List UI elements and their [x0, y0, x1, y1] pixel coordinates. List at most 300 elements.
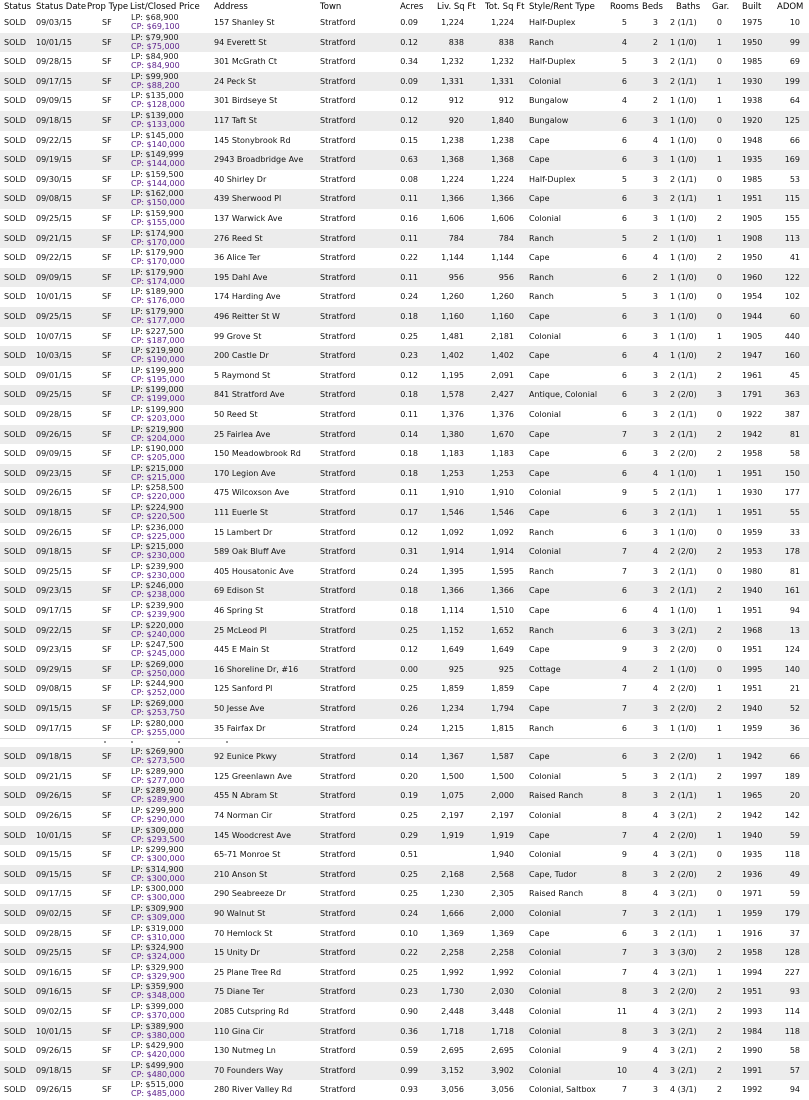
table-row [0, 307, 809, 327]
tot-sqft-cell: 1,546 [491, 508, 514, 517]
town-cell: Stratford [320, 771, 356, 781]
built-cell: 1916 [742, 928, 763, 938]
prop-type-cell: SF [102, 547, 112, 557]
baths-cell: 2 (1/1) [670, 174, 697, 184]
status-date-cell: 09/26/15 [36, 1085, 72, 1095]
status-date-cell: 09/02/15 [36, 909, 72, 918]
status-date-cell: 09/26/15 [36, 429, 72, 439]
garage-cell: 1 [716, 194, 722, 204]
beds-cell: 4 [652, 135, 658, 145]
list-price: LP: $199,900 [131, 365, 184, 375]
beds-cell: 4 [652, 850, 658, 860]
style-cell: Cape [529, 351, 550, 361]
status-date-cell: 09/29/15 [36, 664, 72, 674]
table-row [0, 385, 809, 405]
baths-cell: 2 (2/0) [670, 752, 697, 762]
table-row [0, 189, 809, 209]
built-cell: 1965 [742, 791, 763, 801]
prop-type-cell: SF [102, 57, 112, 67]
closed-price: CP: $273,500 [131, 756, 185, 766]
list-price: LP: $139,000 [131, 111, 184, 120]
status-cell: SOLD [4, 948, 26, 958]
prop-type-cell: SF [102, 850, 112, 860]
adom-cell: 199 [784, 76, 800, 86]
address-cell: 70 Hemlock St [214, 928, 273, 938]
prop-type-cell: SF [102, 645, 112, 655]
tot-sqft-cell: 1,652 [491, 625, 514, 635]
style-cell: Raised Ranch [529, 889, 584, 899]
style-cell: Colonial [529, 1026, 562, 1036]
address-cell: 25 Fairlea Ave [214, 429, 271, 439]
garage-cell: 1 [716, 928, 722, 938]
garage-cell: 3 [716, 390, 722, 400]
rooms-cell: 11 [616, 1007, 627, 1016]
built-cell: 1920 [742, 116, 763, 125]
status-date-cell: 09/22/15 [36, 625, 72, 635]
liv-sqft-cell: 1,092 [441, 527, 464, 537]
style-cell: Cape [529, 928, 550, 938]
address-cell: 25 McLeod Pl [214, 625, 267, 635]
baths-cell: 2 (1/1) [670, 410, 697, 419]
list-price: LP: $359,900 [131, 982, 184, 992]
status-cell: SOLD [4, 331, 26, 341]
acres-cell: 0.24 [400, 566, 418, 576]
beds-cell: 4 [652, 830, 658, 840]
table-row [0, 1080, 809, 1100]
beds-cell: 3 [652, 370, 658, 380]
status-cell: SOLD [4, 1085, 26, 1095]
address-cell: 150 Meadowbrook Rd [214, 449, 301, 459]
table-row [0, 405, 809, 425]
address-cell: 137 Warwick Ave [214, 214, 283, 223]
list-price: LP: $219,900 [131, 346, 184, 356]
closed-price: CP: $133,000 [131, 120, 185, 129]
list-price: LP: $246,000 [131, 581, 184, 591]
town-cell: Stratford [320, 645, 356, 655]
status-date-cell: 09/09/15 [36, 272, 72, 282]
tot-sqft-cell: 2,030 [491, 987, 514, 997]
adom-cell: 155 [784, 214, 800, 223]
built-cell: 1951 [742, 684, 763, 694]
adom-cell: 115 [784, 194, 800, 204]
status-date-cell: 09/15/15 [36, 869, 72, 879]
liv-sqft-cell: 1,649 [441, 645, 464, 655]
prop-type-cell: SF [102, 135, 112, 145]
baths-cell: 3 (3/0) [670, 948, 697, 958]
garage-cell: 1 [716, 606, 722, 615]
style-cell: Colonial [529, 488, 562, 498]
acres-cell: 0.11 [400, 194, 418, 204]
address-cell: 200 Castle Dr [214, 351, 269, 361]
style-cell: Colonial [529, 410, 562, 419]
closed-price: CP: $329,900 [131, 971, 185, 981]
acres-cell: 0.12 [400, 645, 418, 655]
status-date-cell: 09/01/15 [36, 370, 72, 380]
baths-cell: 1 (1/0) [670, 468, 697, 478]
closed-price: CP: $230,000 [131, 570, 185, 580]
town-cell: Stratford [320, 948, 356, 958]
style-cell: Colonial [529, 547, 562, 557]
status-date-cell: 09/18/15 [36, 547, 72, 557]
garage-cell: 1 [716, 752, 722, 762]
adom-cell: 179 [784, 909, 800, 918]
table-row [0, 786, 809, 806]
closed-price: CP: $176,000 [131, 296, 185, 306]
status-date-cell: 09/25/15 [36, 566, 72, 576]
garage-cell: 1 [716, 508, 722, 517]
status-cell: SOLD [4, 1065, 26, 1075]
prop-type-cell: SF [102, 194, 112, 204]
prop-type-cell: SF [102, 331, 112, 341]
address-cell: 145 Stonybrook Rd [214, 135, 291, 145]
garage-cell: 0 [716, 889, 722, 899]
town-cell: Stratford [320, 723, 356, 733]
address-cell: 70 Founders Way [214, 1065, 284, 1075]
status-date-cell: 09/08/15 [36, 194, 72, 204]
address-cell: 99 Grove St [214, 331, 262, 341]
tot-sqft-cell: 2,000 [491, 909, 514, 918]
list-price: LP: $300,000 [131, 884, 184, 894]
acres-cell: 0.12 [400, 96, 418, 106]
status-cell: SOLD [4, 811, 26, 820]
liv-sqft-cell: 1,369 [441, 928, 464, 938]
header-address: Address [214, 2, 248, 12]
garage-cell: 0 [716, 850, 722, 860]
status-cell: SOLD [4, 135, 26, 145]
built-cell: 1985 [742, 174, 763, 184]
tot-sqft-cell: 2,427 [491, 390, 514, 400]
acres-cell: 0.18 [400, 312, 418, 321]
beds-cell: 4 [652, 967, 658, 977]
list-price: LP: $324,900 [131, 943, 184, 953]
adom-cell: 160 [784, 351, 800, 361]
built-cell: 1971 [742, 889, 763, 899]
closed-price: CP: $155,000 [131, 218, 185, 227]
adom-cell: 118 [784, 1026, 800, 1036]
town-cell: Stratford [320, 429, 356, 439]
table-row [0, 1041, 809, 1061]
beds-cell: 3 [652, 909, 658, 918]
rooms-cell: 4 [621, 37, 627, 47]
status-date-cell: 09/23/15 [36, 586, 72, 596]
adom-cell: 37 [789, 928, 800, 938]
table-row [0, 366, 809, 386]
prop-type-cell: SF [102, 253, 112, 263]
liv-sqft-cell: 1,183 [441, 449, 464, 459]
header-adom: ADOM [777, 2, 804, 12]
acres-cell: 0.24 [400, 723, 418, 733]
built-cell: 1968 [742, 625, 763, 635]
tot-sqft-cell: 1,144 [491, 253, 514, 263]
town-cell: Stratford [320, 155, 356, 165]
baths-cell: 2 (2/0) [670, 987, 697, 997]
prop-type-cell: SF [102, 889, 112, 899]
rooms-cell: 8 [621, 869, 627, 879]
address-cell: 280 River Valley Rd [214, 1085, 293, 1095]
garage-cell: 2 [716, 429, 722, 439]
status-cell: SOLD [4, 889, 26, 899]
status-cell: SOLD [4, 155, 26, 165]
status-cell: SOLD [4, 194, 26, 204]
status-date-cell: 10/01/15 [36, 292, 72, 302]
adom-cell: 94 [789, 1085, 800, 1095]
garage-cell: 2 [716, 704, 722, 713]
beds-cell: 2 [652, 96, 658, 106]
prop-type-cell: SF [102, 214, 112, 223]
built-cell: 1905 [742, 214, 763, 223]
beds-cell: 3 [652, 214, 658, 223]
tot-sqft-cell: 1,253 [491, 468, 514, 478]
built-cell: 1958 [742, 449, 763, 459]
style-cell: Colonial [529, 987, 562, 997]
acres-cell: 0.11 [400, 272, 418, 282]
baths-cell: 2 (1/1) [670, 928, 697, 938]
status-cell: SOLD [4, 1026, 26, 1036]
acres-cell: 0.99 [400, 1065, 418, 1075]
town-cell: Stratford [320, 987, 356, 997]
tot-sqft-cell: 1,402 [491, 351, 514, 361]
address-cell: 69 Edison St [214, 586, 264, 596]
tot-sqft-cell: 1,160 [491, 312, 514, 321]
status-cell: SOLD [4, 928, 26, 938]
tot-sqft-cell: 1,224 [491, 18, 514, 27]
prop-type-cell: SF [102, 312, 112, 321]
closed-price: CP: $420,000 [131, 1050, 185, 1060]
status-cell: SOLD [4, 723, 26, 733]
style-cell: Colonial [529, 967, 562, 977]
garage-cell: 0 [716, 312, 722, 321]
acres-cell: 0.20 [400, 771, 418, 781]
town-cell: Stratford [320, 135, 356, 145]
tot-sqft-cell: 1,606 [491, 214, 514, 223]
liv-sqft-cell: 1,224 [441, 174, 464, 184]
address-cell: 94 Everett St [214, 37, 267, 47]
style-cell: Cape [529, 155, 550, 165]
liv-sqft-cell: 1,606 [441, 214, 464, 223]
status-cell: SOLD [4, 606, 26, 615]
adom-cell: 55 [789, 508, 800, 517]
status-date-cell: 09/19/15 [36, 155, 72, 165]
address-cell: 117 Taft St [214, 116, 257, 125]
style-cell: Bungalow [529, 116, 569, 125]
built-cell: 1942 [742, 811, 763, 820]
closed-price: CP: $203,000 [131, 414, 185, 423]
baths-cell: 2 (1/1) [670, 508, 697, 517]
acres-cell: 0.16 [400, 214, 418, 223]
town-cell: Stratford [320, 370, 356, 380]
town-cell: Stratford [320, 704, 356, 713]
rooms-cell: 9 [621, 850, 627, 860]
rooms-cell: 6 [621, 390, 627, 400]
rooms-cell: 5 [621, 771, 627, 781]
built-cell: 1990 [742, 1046, 763, 1056]
list-price: LP: $179,900 [131, 307, 184, 316]
list-price: LP: $399,000 [131, 1002, 184, 1011]
style-cell: Colonial [529, 1007, 562, 1016]
town-cell: Stratford [320, 449, 356, 459]
list-price: LP: $79,900 [131, 32, 179, 42]
garage-cell: 2 [716, 547, 722, 557]
adom-cell: 102 [784, 292, 800, 302]
rooms-cell: 7 [621, 948, 627, 958]
beds-cell: 3 [652, 331, 658, 341]
table-row [0, 943, 809, 963]
closed-price: CP: $144,000 [131, 178, 185, 188]
beds-cell: 4 [652, 684, 658, 694]
built-cell: 1791 [742, 390, 763, 400]
built-cell: 1951 [742, 508, 763, 517]
rooms-cell: 6 [621, 135, 627, 145]
list-price: LP: $224,900 [131, 503, 184, 512]
liv-sqft-cell: 912 [448, 96, 464, 106]
table-row [0, 52, 809, 72]
built-cell: 1905 [742, 331, 763, 341]
garage-cell: 0 [716, 410, 722, 419]
beds-cell: 2 [652, 664, 658, 674]
built-cell: 1936 [742, 869, 763, 879]
closed-price: CP: $195,000 [131, 374, 185, 384]
beds-cell: 3 [652, 723, 658, 733]
built-cell: 1959 [742, 909, 763, 918]
liv-sqft-cell: 1,230 [441, 889, 464, 899]
prop-type-cell: SF [102, 684, 112, 694]
table-row [0, 679, 809, 699]
address-cell: 75 Diane Ter [214, 987, 265, 997]
header-liv-sqft: Liv. Sq Ft [437, 2, 476, 12]
town-cell: Stratford [320, 869, 356, 879]
garage-cell: 2 [716, 771, 722, 781]
built-cell: 1960 [742, 272, 763, 282]
liv-sqft-cell: 2,197 [441, 811, 464, 820]
tot-sqft-cell: 1,794 [491, 704, 514, 713]
list-price: LP: $159,900 [131, 209, 184, 218]
town-cell: Stratford [320, 312, 356, 321]
tot-sqft-cell: 1,992 [491, 967, 514, 977]
header-status: Status [4, 2, 32, 12]
tot-sqft-cell: 1,260 [491, 292, 514, 302]
table-row [0, 523, 809, 543]
town-cell: Stratford [320, 272, 356, 282]
liv-sqft-cell: 838 [448, 37, 464, 47]
closed-price: CP: $220,000 [131, 492, 185, 502]
status-cell: SOLD [4, 586, 26, 596]
prop-type-cell: SF [102, 909, 112, 918]
closed-price: CP: $293,500 [131, 834, 185, 844]
table-row [0, 33, 809, 53]
adom-cell: 363 [784, 390, 800, 400]
style-cell: Cape [529, 253, 550, 263]
address-cell: 110 Gina Cir [214, 1026, 264, 1036]
style-cell: Ranch [529, 566, 554, 576]
table-row [0, 131, 809, 151]
liv-sqft-cell: 1,366 [441, 586, 464, 596]
status-cell: SOLD [4, 850, 26, 860]
rooms-cell: 6 [621, 116, 627, 125]
list-price: LP: $499,900 [131, 1060, 184, 1070]
beds-cell: 3 [652, 869, 658, 879]
list-price: LP: $84,900 [131, 52, 179, 62]
closed-price: CP: $220,500 [131, 512, 185, 521]
closed-price: CP: $300,000 [131, 893, 185, 903]
adom-cell: 113 [784, 233, 800, 243]
town-cell: Stratford [320, 752, 356, 762]
table-row [0, 1061, 809, 1081]
table-row [0, 581, 809, 601]
closed-price: CP: $128,000 [131, 100, 185, 110]
acres-cell: 0.00 [400, 664, 418, 674]
list-price: LP: $199,900 [131, 405, 184, 414]
town-cell: Stratford [320, 889, 356, 899]
beds-cell: 3 [652, 76, 658, 86]
closed-price: CP: $380,000 [131, 1030, 185, 1040]
rooms-cell: 6 [621, 928, 627, 938]
style-cell: Cape [529, 508, 550, 517]
list-price: LP: $258,500 [131, 483, 184, 493]
tot-sqft-cell: 1,183 [491, 449, 514, 459]
baths-cell: 1 (1/0) [670, 272, 697, 282]
table-row [0, 346, 809, 366]
status-date-cell: 09/18/15 [36, 752, 72, 762]
rooms-cell: 10 [616, 1065, 627, 1075]
tot-sqft-cell: 1,718 [491, 1026, 514, 1036]
tot-sqft-cell: 2,181 [491, 331, 514, 341]
built-cell: 1944 [742, 312, 763, 321]
status-cell: SOLD [4, 233, 26, 243]
built-cell: 1930 [742, 76, 763, 86]
town-cell: Stratford [320, 606, 356, 615]
baths-cell: 1 (1/0) [670, 312, 697, 321]
prop-type-cell: SF [102, 752, 112, 762]
beds-cell: 3 [652, 18, 658, 27]
prop-type-cell: SF [102, 508, 112, 517]
beds-cell: 4 [652, 1065, 658, 1075]
built-cell: 1930 [742, 488, 763, 498]
closed-price: CP: $290,000 [131, 815, 185, 824]
liv-sqft-cell: 1,075 [441, 791, 464, 801]
style-cell: Colonial [529, 1065, 562, 1075]
baths-cell: 1 (1/0) [670, 214, 697, 223]
acres-cell: 0.25 [400, 331, 418, 341]
address-cell: 36 Alice Ter [214, 253, 261, 263]
acres-cell: 0.09 [400, 18, 418, 27]
liv-sqft-cell: 1,859 [441, 684, 464, 694]
address-cell: 130 Nutmeg Ln [214, 1046, 276, 1056]
liv-sqft-cell: 1,367 [441, 752, 464, 762]
table-row [0, 287, 809, 307]
baths-cell: 2 (1/1) [670, 57, 697, 67]
adom-cell: 59 [789, 889, 800, 899]
liv-sqft-cell: 1,366 [441, 194, 464, 204]
table-row [0, 170, 809, 190]
acres-cell: 0.22 [400, 253, 418, 263]
acres-cell: 0.14 [400, 752, 418, 762]
adom-cell: 189 [784, 771, 800, 781]
closed-price: CP: $150,000 [131, 198, 185, 208]
adom-cell: 387 [784, 410, 800, 419]
prop-type-cell: SF [102, 37, 112, 47]
beds-cell: 3 [652, 771, 658, 781]
liv-sqft-cell: 1,578 [441, 390, 464, 400]
acres-cell: 0.11 [400, 488, 418, 498]
header-garage: Gar. [712, 2, 730, 12]
liv-sqft-cell: 2,258 [441, 948, 464, 958]
list-price: LP: $280,000 [131, 718, 184, 728]
style-cell: Colonial [529, 214, 562, 223]
status-cell: SOLD [4, 272, 26, 282]
table-row [0, 865, 809, 885]
baths-cell: 1 (1/0) [670, 527, 697, 537]
tot-sqft-cell: 1,919 [491, 830, 514, 840]
